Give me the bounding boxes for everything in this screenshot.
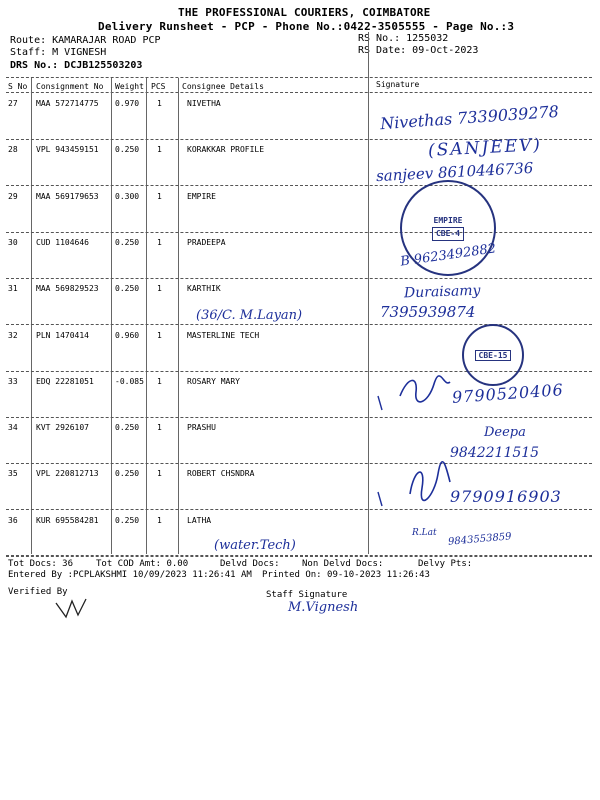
handwritten-signature: Deepa	[484, 425, 526, 440]
signature-scribble	[372, 388, 412, 418]
row-consignee: KARTHIK	[187, 284, 221, 294]
row-sno: 29	[8, 191, 18, 201]
delivered-docs: Delvd Docs:	[220, 559, 280, 569]
row-separator	[6, 324, 592, 325]
handwritten-signature: sanjeev 8610446736	[375, 158, 534, 186]
row-consignment-no: CUD 1104646	[36, 237, 89, 247]
row-consignment-no: PLN 1470414	[36, 330, 89, 340]
handwritten-signature: 9843553859	[447, 531, 512, 548]
row-pcs: 1	[157, 191, 162, 201]
col-consignment: Consignment No	[36, 82, 104, 91]
verified-signature	[52, 593, 92, 623]
drs-number: DRS No.: DCJB125503203	[10, 60, 143, 71]
row-consignee: KORAKKAR PROFILE	[187, 145, 265, 155]
header-top-rule	[6, 77, 592, 78]
row-pcs: 1	[157, 145, 162, 155]
col-pcs: PCS	[151, 82, 166, 91]
row-consignment-no: KVT 2926107	[36, 423, 89, 433]
col-consignee: Consignee Details	[182, 82, 264, 91]
row-consignee: MASTERLINE TECH	[187, 330, 260, 340]
row-weight: 0.250	[115, 515, 140, 525]
row-separator	[6, 232, 592, 233]
delivery-points: Delvy Pts:	[418, 559, 473, 569]
runsheet-title: Delivery Runsheet - PCP - Phone No.:0422-3505555 - Page No.:3	[98, 20, 515, 33]
row-consignee: LATHA	[187, 515, 212, 525]
company-title: THE PROFESSIONAL COURIERS, COIMBATORE	[178, 6, 431, 19]
footer-rule	[6, 555, 592, 556]
row-sno: 35	[8, 469, 18, 479]
row-weight: 0.250	[115, 469, 140, 479]
divider-weight	[146, 78, 147, 554]
col-weight: Weight	[115, 82, 144, 91]
row-weight: 0.960	[115, 330, 140, 340]
row-separator	[6, 417, 592, 418]
row-weight: 0.250	[115, 145, 140, 155]
handwritten-note: (36/C. M.Layan)	[196, 308, 303, 323]
handwritten-signature: R.Lat	[412, 528, 437, 538]
row-weight: 0.250	[115, 423, 140, 433]
handwritten-signature: 7395939874	[380, 303, 476, 321]
divider-consignee	[368, 32, 369, 554]
row-sno: 36	[8, 515, 18, 525]
row-pcs: 1	[157, 99, 162, 108]
staff-label: Staff: M VIGNESH	[10, 47, 107, 58]
row-weight: 0.300	[115, 191, 140, 201]
row-sno: 32	[8, 330, 18, 340]
stamp-code: CBE-15	[475, 350, 512, 361]
row-sno: 33	[8, 376, 18, 386]
row-sno: 34	[8, 423, 18, 433]
row-pcs: 1	[157, 423, 162, 433]
row-consignee: EMPIRE	[187, 191, 216, 201]
row-weight: -0.085	[115, 376, 144, 386]
row-weight: 0.250	[115, 284, 140, 294]
row-separator	[6, 556, 592, 557]
header-bottom-rule	[6, 92, 592, 93]
row-consignment-no: VPL 943459151	[36, 145, 99, 155]
col-signature: Signature	[376, 80, 420, 89]
handwritten-signature: Nivethas 7339039278	[379, 101, 560, 134]
company-stamp	[462, 324, 524, 386]
printed-on: Printed On: 09-10-2023 11:26:43	[262, 570, 430, 580]
handwritten-note: (SANJEEV)	[427, 135, 543, 161]
handwritten-signature: 9790520406	[451, 380, 565, 407]
col-sno: S No	[8, 82, 28, 91]
handwritten-note: (water.Tech)	[214, 538, 296, 553]
non-delivered-docs: Non Delvd Docs:	[302, 559, 384, 569]
row-sno: 27	[8, 99, 18, 108]
row-separator	[6, 278, 592, 279]
row-consignment-no: VPL 220812713	[36, 469, 99, 479]
row-weight: 0.970	[115, 99, 140, 108]
row-consignment-no: EDQ 22281051	[36, 376, 94, 386]
row-weight: 0.250	[115, 237, 140, 247]
signature-scribble	[372, 484, 412, 514]
rs-number: RS No.: 1255032	[358, 33, 449, 44]
staff-signature-label: Staff Signature	[266, 590, 348, 600]
row-separator	[6, 185, 592, 186]
row-consignment-no: MAA 572714775	[36, 99, 99, 108]
verified-by-label: Verified By	[8, 587, 68, 597]
row-separator	[6, 509, 592, 510]
divider-pcs	[178, 78, 179, 554]
row-pcs: 1	[157, 515, 162, 525]
divider-cno	[111, 78, 112, 554]
row-consignment-no: MAA 569179653	[36, 191, 99, 201]
row-consignee: PRADEEPA	[187, 237, 226, 247]
stamp-name: EMPIRE	[433, 216, 463, 225]
company-stamp	[400, 180, 496, 276]
row-consignee: ROBERT CHSNDRA	[187, 469, 255, 479]
row-sno: 28	[8, 145, 18, 155]
rs-date: RS Date: 09-Oct-2023	[358, 45, 479, 56]
handwritten-signature: 9790916903	[450, 487, 562, 506]
row-sno: 30	[8, 237, 18, 247]
row-consignment-no: KUR 695584281	[36, 515, 99, 525]
divider-sno	[31, 78, 32, 554]
entered-by: Entered By :PCPLAKSHMI 10/09/2023 11:26:41 AM	[8, 570, 252, 580]
stamp-code: CBE-4	[432, 227, 464, 241]
row-sno: 31	[8, 284, 18, 294]
row-consignee: PRASHU	[187, 423, 216, 433]
handwritten-signature: Duraisamy	[403, 282, 481, 302]
row-consignment-no: MAA 569829523	[36, 284, 99, 294]
row-consignee: NIVETHA	[187, 99, 221, 108]
staff-signature: M.Vignesh	[288, 600, 359, 615]
handwritten-signature: B 9623492882	[399, 241, 497, 270]
row-pcs: 1	[157, 237, 162, 247]
total-cod-amount: Tot COD Amt: 0.00	[96, 559, 189, 569]
row-pcs: 1	[157, 469, 162, 479]
row-pcs: 1	[157, 376, 162, 386]
row-consignee: ROSARY MARY	[187, 376, 240, 386]
row-pcs: 1	[157, 330, 162, 340]
route-label: Route: KAMARAJAR ROAD PCP	[10, 35, 161, 46]
row-separator	[6, 463, 592, 464]
total-docs: Tot Docs: 36	[8, 559, 74, 569]
row-pcs: 1	[157, 284, 162, 294]
handwritten-signature: 9842211515	[450, 445, 540, 461]
